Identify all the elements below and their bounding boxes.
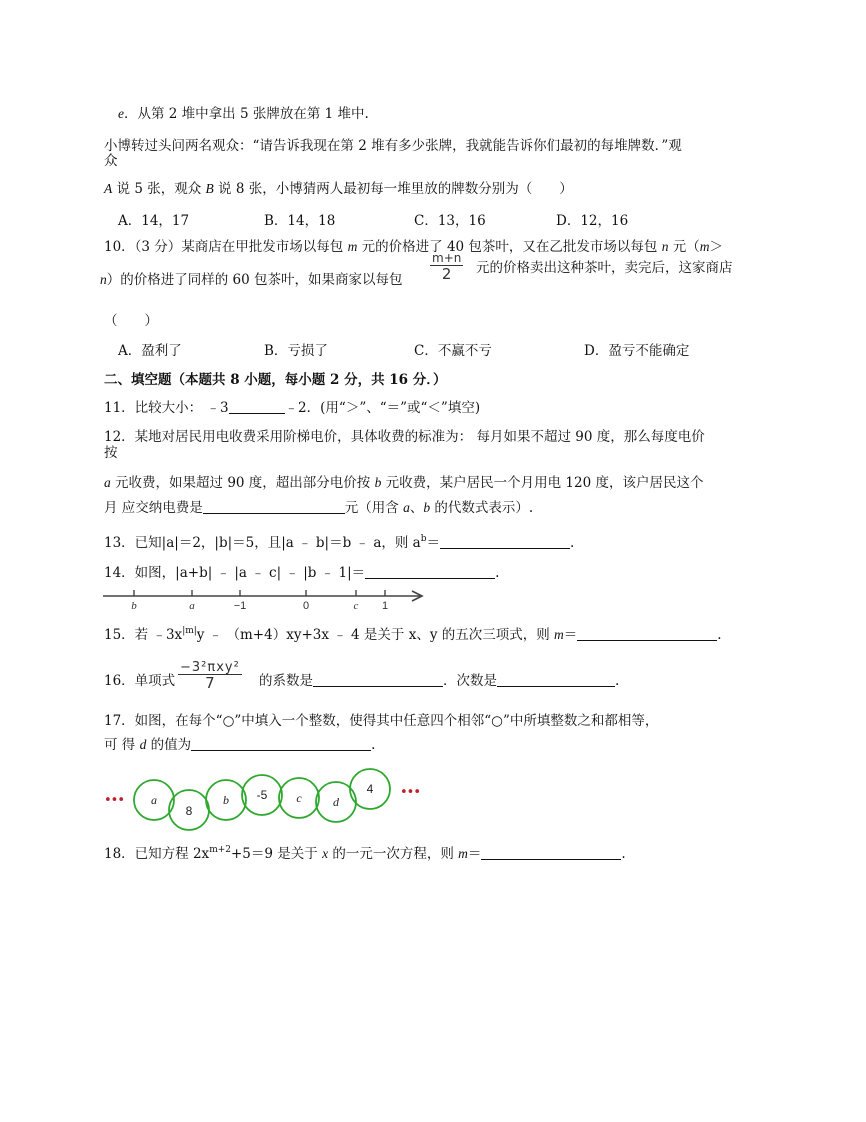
circle-label-d: d xyxy=(333,795,339,809)
q18-text2: +5＝9 是关于 xyxy=(231,846,323,862)
q10-option-d[interactable]: D．盈亏不能确定 xyxy=(584,343,690,359)
q12-line3-a: 月 应交纳电费是 xyxy=(104,500,203,516)
q12-line3-d: 的代数式表示）. xyxy=(430,500,534,516)
q16-text2: 的系数是 xyxy=(259,673,313,689)
q11 xyxy=(104,399,480,417)
q18-sup: m+2 xyxy=(209,845,231,855)
q10-line1 xyxy=(104,238,723,256)
var-a: A xyxy=(104,181,113,196)
section-title: 二、填空题（本题共 8 小题，每小题 2 分，共 16 分．） xyxy=(104,372,447,388)
q12-line3-b: 元（用含 xyxy=(344,500,404,516)
q11-text-a: 11．比较大小： ﹣3 xyxy=(104,400,229,416)
q10-frac-den: 2 xyxy=(441,265,452,283)
q17-end: . xyxy=(371,737,376,753)
var-d: d xyxy=(139,737,147,752)
q9-step-e: e．从第 2 堆中拿出 5 张牌放在第 1 堆中. xyxy=(118,106,369,122)
q16-blank-degree[interactable] xyxy=(497,672,615,687)
nl-label-0: 0 xyxy=(302,600,310,612)
q13-blank[interactable] xyxy=(440,534,570,549)
q18-end: . xyxy=(621,846,626,862)
q12-blank[interactable] xyxy=(203,499,345,514)
nl-label-neg1: −1 xyxy=(233,600,247,612)
q14 xyxy=(104,564,499,582)
circle-label-c: c xyxy=(296,791,302,805)
q14-text: 14．如图，|a+b| ﹣ |a ﹣ c| ﹣ |b ﹣ 1|＝ xyxy=(104,565,366,581)
q12-line2 xyxy=(104,474,703,492)
q16-rest xyxy=(259,672,619,690)
q15-sup: |m| xyxy=(182,626,197,636)
circle-label-b: b xyxy=(223,793,229,807)
var-b: B xyxy=(205,181,214,196)
q15-end: . xyxy=(717,627,722,643)
q10-line2 xyxy=(100,262,403,298)
q12-line1: 12．某地对居民用电收费采用阶梯电价，具体收费的标准为： 每月如果不超过 90 度，那么每度电价 xyxy=(104,429,705,445)
q9-line2b: 众 xyxy=(104,153,118,169)
q17-line2 xyxy=(104,736,375,754)
q15-text1: 15．若 ﹣3x xyxy=(104,627,183,643)
q10-frac-num: m+n xyxy=(432,251,462,265)
q11-blank[interactable] xyxy=(229,399,285,414)
q10-number: 10．（3 分） xyxy=(104,239,182,255)
step-e-text: 从第 2 堆中拿出 5 张牌放在第 1 堆中. xyxy=(137,106,369,122)
var-m: m xyxy=(458,846,468,861)
q16-frac-den: 7 xyxy=(205,674,215,692)
q10-paren: （ ） xyxy=(104,313,158,329)
q10-option-c[interactable]: C．不赢不亏 xyxy=(414,343,492,359)
q10-text3: 元（ xyxy=(668,239,700,255)
q18-text3: 的一元一次方程，则 xyxy=(328,846,459,862)
q10-text1: 某商店在甲批发市场以每包 xyxy=(181,239,348,255)
circle-label-4: 4 xyxy=(366,782,374,796)
q10-option-b[interactable]: B．亏损了 xyxy=(264,343,328,359)
var-n2: n xyxy=(100,272,107,287)
nl-label-a: a xyxy=(189,600,195,612)
var-m: m xyxy=(347,239,358,254)
q16-frac-num: −3²πxy² xyxy=(180,660,240,675)
dots-right: ••• xyxy=(400,785,421,800)
q18-blank[interactable] xyxy=(481,845,621,860)
q9-option-b[interactable]: B．14，18 xyxy=(264,213,336,229)
nl-label-c: c xyxy=(353,600,359,612)
var-a: a xyxy=(104,475,111,490)
q14-blank[interactable] xyxy=(365,564,495,579)
var-a2: a xyxy=(403,500,410,515)
q9-line3-mid: 说 5 张，观众 xyxy=(112,181,206,197)
q13-sup: b xyxy=(420,534,427,544)
q10-text2: 元的价格进了 40 包茶叶，又在乙批发市场以每包 xyxy=(357,239,662,255)
q15-text2: y ﹣ （m+4）xy+3x ﹣ 4 是关于 x、y 的五次三项式，则 xyxy=(196,627,555,643)
var-m-cond: m xyxy=(699,239,710,254)
q13 xyxy=(104,534,574,552)
q17-line2-b: 的值为 xyxy=(146,737,192,753)
q17-line1: 17．如图，在每个“○”中填入一个整数，使得其中任意四个相邻“○”中所填整数之和都相等， xyxy=(104,713,659,729)
q16-blank-coef[interactable] xyxy=(313,672,443,687)
q15-eq: ＝ xyxy=(563,627,578,643)
q15 xyxy=(104,626,722,644)
var-n: n xyxy=(661,239,669,254)
q17-line2-a: 可 得 xyxy=(104,737,140,753)
circle-label-8: 8 xyxy=(185,804,193,818)
q16-prefix: 16．单项式 xyxy=(104,673,176,689)
circle-label-neg5: -5 xyxy=(256,788,268,802)
q18 xyxy=(104,845,626,863)
nl-label-b: b xyxy=(131,600,137,612)
q12-line3 xyxy=(104,499,533,517)
q9-line3 xyxy=(104,180,573,198)
q17-blank[interactable] xyxy=(191,736,371,751)
q10-frac-after: 元的价格卖出这种茶叶，卖完后，这家商店 xyxy=(476,260,733,276)
q9-line2: 小博转过头问两名观众：“请告诉我现在第 2 堆有多少张牌，我就能告诉你们最初的每堆牌数．”观 xyxy=(104,138,682,154)
var-b2: b xyxy=(423,500,431,515)
q14-end: . xyxy=(495,565,500,581)
q9-line3-rest: 说 8 张，小博猜两人最初每一堆里放的牌数分别为（ ） xyxy=(213,181,573,197)
number-line xyxy=(100,586,430,612)
q13-eq: ＝ xyxy=(426,535,440,551)
circle-chain-figure xyxy=(100,760,440,832)
dots-left: ••• xyxy=(104,793,125,808)
step-label: e xyxy=(118,106,124,121)
q12-line2-text: 元收费，如果超过 90 度，超出部分电价按 xyxy=(110,475,375,491)
q13-end: . xyxy=(570,535,575,551)
q11-text-b: ﹣2．(用“＞”、“＝”或“＜”填空) xyxy=(284,400,481,416)
q10-option-a[interactable]: A．盈利了 xyxy=(118,343,182,359)
q16-text3: ．次数是 xyxy=(443,673,497,689)
q10-fraction xyxy=(430,252,463,282)
q9-option-c[interactable]: C．13，16 xyxy=(414,213,486,229)
q9-option-d[interactable]: D．12，16 xyxy=(556,213,629,229)
var-x: x xyxy=(322,846,329,861)
nl-label-1: 1 xyxy=(381,600,389,612)
q10-gt: ＞ xyxy=(709,239,723,255)
q18-text1: 18．已知方程 2x xyxy=(104,846,210,862)
q16-end: . xyxy=(615,673,620,689)
q12-line2-rest: 元收费，某户居民一个月用电 120 度，该户居民这个 xyxy=(381,475,704,491)
q10-line2-text: ）的价格进了同样的 60 包茶叶，如果商家以每包 xyxy=(106,272,403,288)
var-m: m xyxy=(554,627,564,642)
circle-label-a: a xyxy=(151,793,157,807)
q9-option-a[interactable]: A．14，17 xyxy=(118,213,190,229)
q13-text: 13．已知|a|＝2，|b|＝5，且|a ﹣ b|＝b ﹣ a，则 a xyxy=(104,535,421,551)
q15-blank[interactable] xyxy=(577,626,717,641)
q16-fraction xyxy=(178,661,242,691)
q12-line1b: 按 xyxy=(104,445,118,461)
q12-line3-c: 、 xyxy=(409,500,424,516)
q18-eq: ＝ xyxy=(467,846,482,862)
var-b: b xyxy=(374,475,382,490)
